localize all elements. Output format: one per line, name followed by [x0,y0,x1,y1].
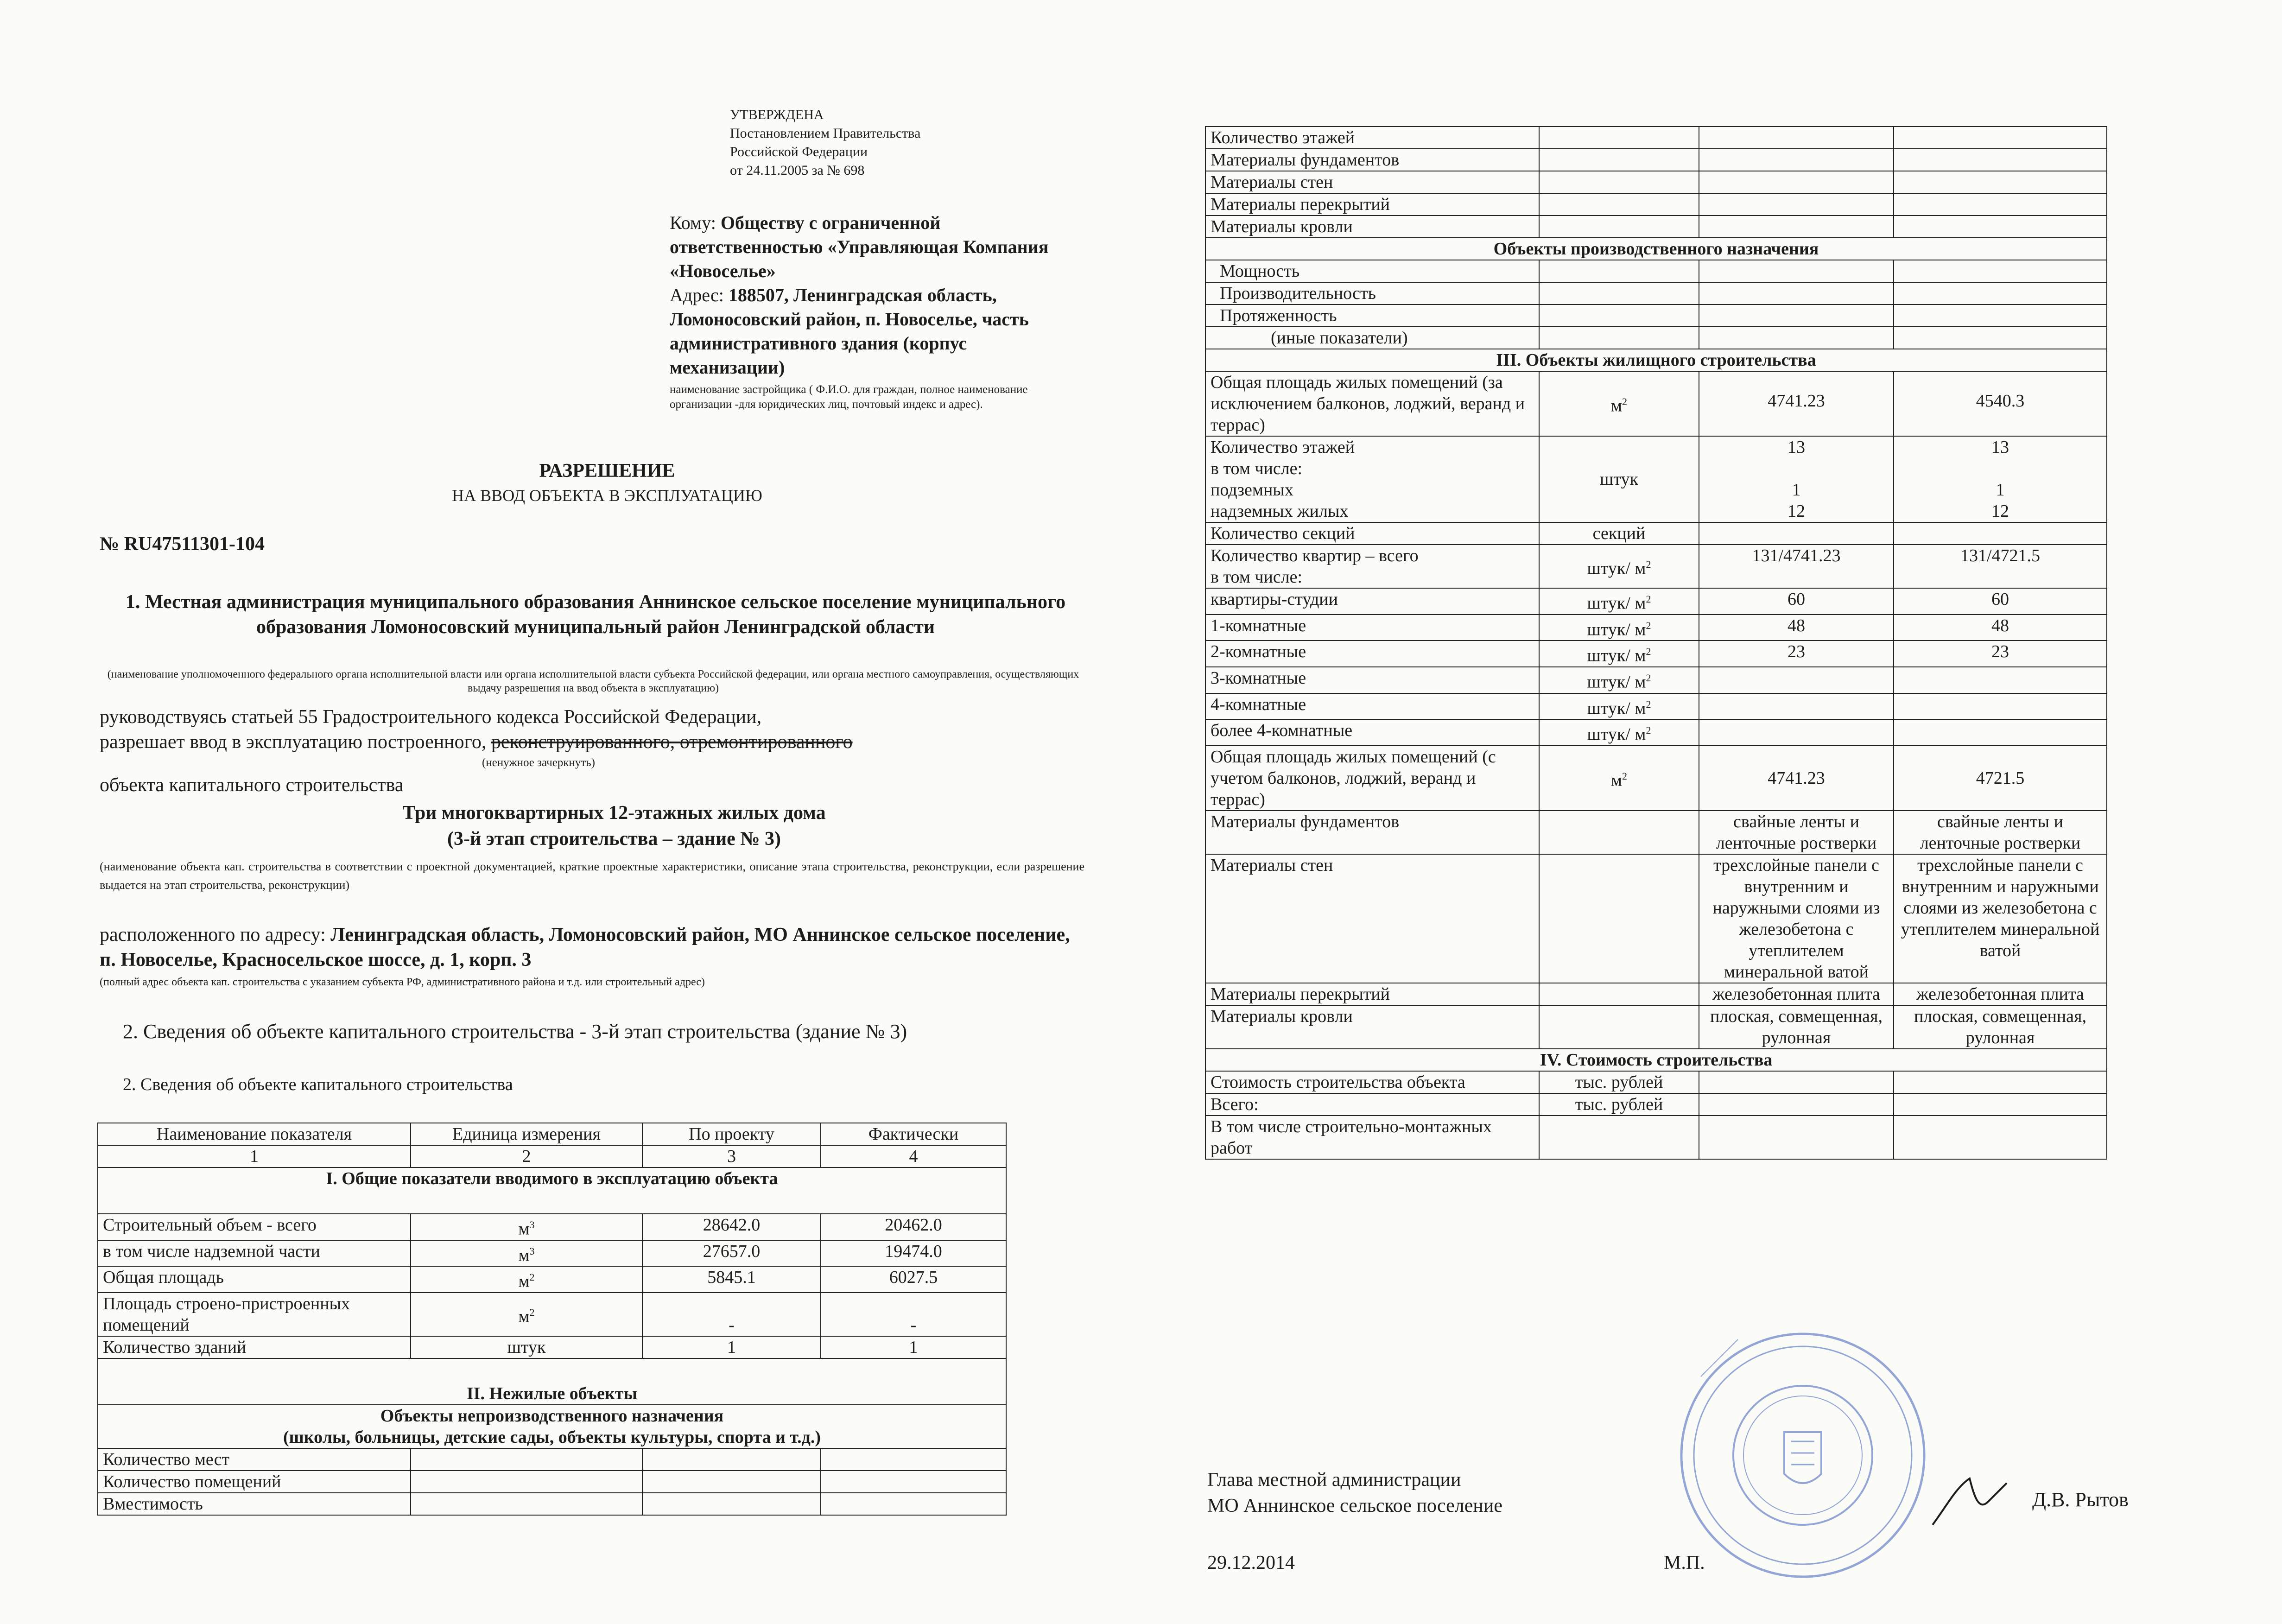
to-label: Кому: [670,212,716,233]
row-unit: $м^2$ [1539,746,1699,811]
stamp-place: М.П. [1664,1552,1705,1573]
signer-position: Глава местной администрации [1207,1469,1461,1491]
approval-line: Российской Федерации [730,144,868,159]
row-unit: штук/ $м^2$ [1539,719,1699,746]
header-cell: Наименование показателя [98,1123,411,1145]
row-name: Стоимость строительства объекта [1205,1071,1539,1093]
row-unit: секций [1539,522,1699,545]
row-plan: 28642.0 [642,1214,821,1240]
row-name: Общая площадь [98,1266,411,1293]
row-name: Строительный объем - всего [98,1214,411,1240]
row-plan: 4741.23 [1699,371,1894,436]
table-row [1205,327,2107,349]
table-row [1205,719,2107,746]
section-row [1205,349,2107,371]
table-row [98,1214,1006,1240]
row-fact: 6027.5 [821,1266,1006,1293]
row-fact: 131/4721.5 [1894,545,2107,588]
table-row [1205,983,2107,1005]
table-row [1205,615,2107,641]
row-name: Материалы стен [1205,854,1539,983]
row-fact: 20462.0 [821,1214,1006,1240]
table-row [1205,216,2107,238]
row-fact: 60 [1894,588,2107,615]
row-name: (иные показатели) [1205,327,1539,349]
section-row [98,1358,1006,1405]
table-row [1205,127,2107,149]
handwritten-signature-icon [1928,1469,2011,1534]
approval-block [730,106,1008,180]
row-plan: плоская, совмещенная, рулонная [1699,1005,1894,1049]
unneeded-note: (ненужное зачеркнуть) [482,756,595,769]
table-row [1205,1005,2107,1049]
recipient-block [670,211,1054,380]
number-cell: 2 [411,1145,642,1167]
row-name: Вместимость [98,1493,411,1515]
row-fact: 4540.3 [1894,371,2107,436]
row-name: В том числе строительно-монтажных работ [1205,1116,1539,1159]
row-plan: железобетонная плита [1699,983,1894,1005]
permits-text: разрешает ввод в эксплуатацию построенного, [100,731,487,753]
signer-name: Д.В. Рытов [2032,1488,2129,1511]
table-row [1205,811,2107,854]
row-unit: тыс. рублей [1539,1071,1699,1093]
number-cell: 3 [642,1145,821,1167]
number-cell: 4 [821,1145,1006,1167]
row-plan: - [642,1293,821,1336]
section2-title: 2. Сведения об объекте капитального строительства - 3-й этап строительства (здание № 3) [123,1020,907,1043]
number-cell: 1 [98,1145,411,1167]
table-header-row [98,1123,1006,1145]
table-row [1205,260,2107,282]
row-plan: 13 1 12 [1699,436,1894,522]
row-name: более 4-комнатные [1205,719,1539,746]
table-row [1205,854,2107,983]
section-heading: I. Общие показатели вводимого в эксплуатацию объекта [98,1167,1006,1214]
table-row [1205,1116,2107,1159]
doc-subtitle: НА ВВОД ОБЪЕКТА В ЭКСПЛУАТАЦИЮ [452,486,762,505]
row-plan: 4741.23 [1699,746,1894,811]
row-name: Материалы фундаментов [1205,149,1539,171]
table-number-row [98,1145,1006,1167]
row-fact: 13 1 12 [1894,436,2107,522]
section-heading: Объекты производственного назначения [1205,238,2107,260]
row-unit: штук/ $м^2$ [1539,667,1699,693]
row-name: Мощность [1205,260,1539,282]
table-row [98,1471,1006,1493]
table-row [1205,1093,2107,1116]
row-unit: штук [1539,436,1699,522]
object-label: объекта капитального строительства [100,774,404,796]
indicators-table [97,1123,1007,1516]
row-fact: плоская, совмещенная, рулонная [1894,1005,2107,1049]
section-heading: Объекты непроизводственного назначения (школы, больницы, детские сады, объекты культуры, спорта и т.д.) [98,1405,1006,1448]
table-row [1205,304,2107,327]
row-plan: 48 [1699,615,1894,641]
section-heading: IV. Стоимость строительства [1205,1049,2107,1071]
approval-line: Постановлением Правительства [730,126,921,141]
row-name: Количество этажей в том числе: подземных надземных жилых [1205,436,1539,522]
address-label: Адрес: [670,285,724,305]
row-name: 2-комнатные [1205,641,1539,667]
table-row [1205,746,2107,811]
row-name: 1-комнатные [1205,615,1539,641]
row-name: Материалы кровли [1205,216,1539,238]
section-row [98,1405,1006,1448]
row-name: Материалы перекрытий [1205,193,1539,216]
table-row [1205,193,2107,216]
row-unit: $м^2$ [1539,371,1699,436]
row-name: Общая площадь жилых помещений (с учетом балконов, лоджий, веранд и террас) [1205,746,1539,811]
struck-text: реконструированного, отремонтированного [491,731,853,753]
row-fact: свайные ленты и ленточные ростверки [1894,811,2107,854]
header-cell: По проекту [642,1123,821,1145]
location-value: Ленинградская область, Ломоносовский район, МО Аннинское сельское поселение, п. Новоселье, Красносельское шоссе, д. 1, корп. 3 [100,924,1070,971]
row-name: Количество зданий [98,1336,411,1358]
permits-line [100,730,853,755]
row-name: Количество квартир – всего в том числе: [1205,545,1539,588]
row-fact: 48 [1894,615,2107,641]
table-row [1205,149,2107,171]
approval-line: от 24.11.2005 за № 698 [730,163,865,178]
row-plan: 5845.1 [642,1266,821,1293]
row-name: Производительность [1205,282,1539,304]
table-row [98,1266,1006,1293]
section-row [1205,1049,2107,1071]
section-heading: III. Объекты жилищного строительства [1205,349,2107,371]
row-unit: штук/ $м^2$ [1539,615,1699,641]
row-unit [1539,1116,1699,1159]
table-row [1205,693,2107,720]
row-unit: штук/ $м^2$ [1539,641,1699,667]
row-plan: трехслойные панели с внутренним и наружными слоями из железобетона с утеплителем минеральной ватой [1699,854,1894,983]
table-row [1205,522,2107,545]
header-cell: Единица измерения [411,1123,642,1145]
row-name: Материалы фундаментов [1205,811,1539,854]
row-name: Количество секций [1205,522,1539,545]
row-name: Материалы кровли [1205,1005,1539,1049]
recipient-note: наименование застройщика ( Ф.И.О. для граждан, полное наименование организации -для юридических лиц, почтовый индекс и адрес). [670,383,1028,411]
table-row [1205,282,2107,304]
row-name: квартиры-студии [1205,588,1539,615]
section2-subtitle: 2. Сведения об объекте капитального строительства [123,1075,513,1094]
object-stage: (3-й этап строительства – здание № 3) [447,828,781,850]
permit-number: № RU47511301-104 [100,533,265,555]
issuing-org: 1. Местная администрация муниципального образования Аннинское сельское поселение муниципального образования Ломоносовский муниципальный район Ленинградской области [125,591,1066,638]
row-name: в том числе надземной части [98,1240,411,1267]
row-name: Количество этажей [1205,127,1539,149]
row-fact: 19474.0 [821,1240,1006,1267]
row-unit: $м^2$ [411,1266,642,1293]
row-plan: 23 [1699,641,1894,667]
row-unit: $м^2$ [411,1293,642,1336]
table-row [98,1448,1006,1471]
row-name: 4-комнатные [1205,693,1539,720]
row-unit: штук [411,1336,642,1358]
section-heading: II. Нежилые объекты [98,1358,1006,1405]
row-name: Материалы стен [1205,171,1539,193]
object-name: Три многоквартирных 12-этажных жилых дома [402,802,826,824]
row-plan: 131/4741.23 [1699,545,1894,588]
object-note: (наименование объекта кап. строительства в соответствии с проектной документацией, краткие проектные характеристики, описание этапа строительства, реконструкции, если разрешение выдается на этап строительства, реконструкции) [100,860,1084,892]
row-unit: тыс. рублей [1539,1093,1699,1116]
row-plan: 60 [1699,588,1894,615]
table-row [1205,641,2107,667]
row-name: Всего: [1205,1093,1539,1116]
section-row [1205,238,2107,260]
row-fact: 1 [821,1336,1006,1358]
row-fact: трехслойные панели с внутренним и наружными слоями из железобетона с утеплителем минеральной ватой [1894,854,2107,983]
table-row [1205,436,2107,522]
table-row [1205,667,2107,693]
row-fact: 4721.5 [1894,746,2107,811]
table-row [98,1493,1006,1515]
to-value: Обществу с ограниченной ответственностью «Управляющая Компания «Новоселье» [670,212,1049,281]
table-row [1205,545,2107,588]
doc-title: РАЗРЕШЕНИЕ [539,460,675,482]
approval-line: УТВЕРЖДЕНА [730,107,824,122]
table-row [98,1336,1006,1358]
row-fact: - [821,1293,1006,1336]
table-row [98,1293,1006,1336]
signer-organization: МО Аннинское сельское поселение [1207,1495,1502,1516]
table-row [98,1240,1006,1267]
location-label: расположенного по адресу: [100,924,326,945]
row-unit: штук/ $м^2$ [1539,545,1699,588]
table-row [1205,1071,2107,1093]
row-plan: 27657.0 [642,1240,821,1267]
issuing-org-note: (наименование уполномоченного федерального органа исполнительной власти или органа исполнительной власти субъекта Российской федерации, или органа местного самоуправления, осуществляющих выдачу разрешения на ввод объекта в эксплуатацию) [107,668,1079,694]
row-name: Общая площадь жилых помещений (за исключением балконов, лоджий, веранд и террас) [1205,371,1539,436]
row-unit: $м^3$ [411,1240,642,1267]
section-row [98,1167,1006,1214]
row-unit: штук/ $м^2$ [1539,588,1699,615]
table-row [1205,371,2107,436]
address-value: 188507, Ленинградская область, Ломоносовский район, п. Новоселье, часть административного здания (корпус механизации) [670,285,1029,378]
row-plan: 1 [642,1336,821,1358]
row-fact: 23 [1894,641,2107,667]
basis-line: руководствуясь статьей 55 Градостроительного кодекса Российской Федерации, [100,706,762,728]
row-name: Количество помещений [98,1471,411,1493]
row-name: 3-комнатные [1205,667,1539,693]
location-note: (полный адрес объекта кап. строительства с указанием субъекта РФ, административного района и т.д. или строительный адрес) [100,976,705,988]
signature-block [1207,1467,1502,1519]
row-name: Площадь строено-пристроенных помещений [98,1293,411,1336]
row-name: Материалы перекрытий [1205,983,1539,1005]
table-row [1205,171,2107,193]
row-name: Протяженность [1205,304,1539,327]
issue-date: 29.12.2014 [1207,1552,1295,1573]
row-fact: железобетонная плита [1894,983,2107,1005]
row-plan: свайные ленты и ленточные ростверки [1699,811,1894,854]
row-unit: штук/ $м^2$ [1539,693,1699,720]
residential-table [1205,126,2107,1160]
official-stamp-icon [1673,1326,1933,1585]
location-block [100,922,1087,972]
table-row [1205,588,2107,615]
header-cell: Фактически [821,1123,1006,1145]
row-name: Количество мест [98,1448,411,1471]
row-unit: $м^3$ [411,1214,642,1240]
